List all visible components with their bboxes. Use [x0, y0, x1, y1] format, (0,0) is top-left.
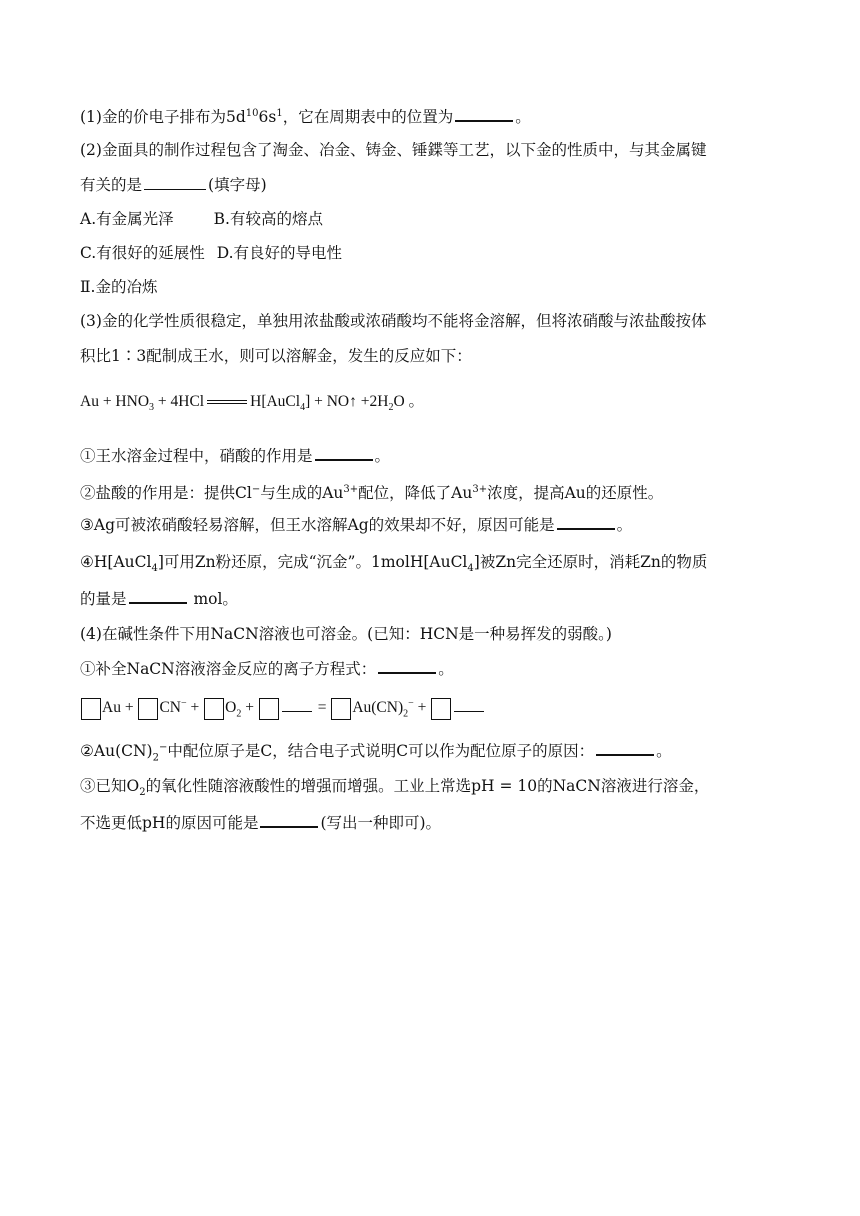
q1-line [80, 104, 531, 127]
q3-sub4-c: ]被Zn完全还原时，消耗Zn的物质 [473, 553, 708, 571]
q4-sub2-blank[interactable] [596, 740, 654, 756]
q3-sub1 [80, 445, 390, 466]
q3-sub2-sup3: 3+ [472, 484, 488, 495]
q4-sub1-text: ①补全NaCN溶液溶金反应的离子方程式： [80, 660, 377, 678]
q2-option-d: D.有良好的导电性 [216, 244, 343, 262]
reactant-blank[interactable] [282, 697, 312, 712]
q1-text-post: ，它在周期表中的位置为 [282, 108, 454, 127]
coef-box-au[interactable] [81, 698, 101, 720]
q3-sub4-unit: mol。 [188, 590, 238, 608]
q4-sub2-sup: − [158, 742, 168, 753]
q3-sub2-b: 与生成的Au [260, 484, 344, 503]
q4-sub2-a: ②Au(CN) [80, 742, 153, 761]
equals-sign [207, 400, 247, 404]
eq-right3: O 。 [393, 393, 425, 410]
q1-sup-1: 1 [276, 108, 283, 119]
q3-sub4-a: ④H[AuCl [80, 553, 152, 571]
q4-sub2-sub: 2 [152, 752, 159, 764]
q4-equation [80, 694, 486, 724]
q3-sub4-line2 [80, 588, 238, 609]
q1-text: (1)金的价电子排布为5d [80, 108, 246, 127]
q4-sub3-line2-text: 不选更低pH的原因可能是 [80, 814, 259, 832]
q1-sup-10: 10 [245, 108, 259, 119]
eq-plus3: + [413, 699, 427, 717]
eq-cn-sup: − [180, 698, 187, 709]
q3-line1: (3)金的化学性质很稳定，单独用浓盐酸或浓硝酸均不能将金溶解，但将浓硝酸与浓盐酸按体 [80, 312, 707, 330]
eq-au: Au + [102, 699, 134, 717]
q1-text-6s: 6s [258, 108, 277, 127]
q3-sub3-blank[interactable] [557, 514, 615, 530]
q3-sub3 [80, 514, 632, 535]
eq-right2: ] + NO↑ +2H [305, 393, 389, 410]
eq-sub-3: 3 [149, 402, 155, 414]
q4-sub3-sub: 2 [139, 787, 146, 799]
eq-equals: = [313, 699, 331, 717]
eq-complex-sub: 2 [403, 708, 409, 720]
q3-sub3-end: 。 [616, 516, 633, 534]
coef-box-product[interactable] [431, 698, 451, 720]
q4-sub2-end: 。 [656, 742, 672, 761]
q2-hint: (填字母) [208, 176, 267, 194]
q3-sub1-text: ①王水溶金过程中，硝酸的作用是 [80, 447, 313, 465]
eq-mid: + 4HCl [154, 393, 205, 410]
q4-sub3-hint: (写出一种即可)。 [320, 814, 442, 832]
q4-sub1-end: 。 [438, 660, 454, 678]
q2-option-c: C.有很好的延展性 [80, 244, 205, 262]
section-heading: Ⅱ.金的冶炼 [80, 278, 158, 296]
coef-box-cn[interactable] [138, 698, 158, 720]
q4-line1: (4)在碱性条件下用NaCN溶液也可溶金。(已知：HCN是一种易挥发的弱酸。) [80, 625, 612, 643]
coef-box-o2[interactable] [204, 698, 224, 720]
eq-plus2: + [241, 699, 254, 717]
product-blank[interactable] [454, 697, 484, 712]
coef-box-reactant[interactable] [259, 698, 279, 720]
coef-box-complex[interactable] [331, 698, 351, 720]
q4-sub3-blank[interactable] [260, 812, 318, 828]
eq-left: Au + HNO [80, 393, 150, 410]
q3-sub1-end: 。 [374, 447, 391, 465]
q2-option-b: B.有较高的熔点 [213, 210, 323, 228]
q2-line1: (2)金面具的制作过程包含了淘金、冶金、铸金、锤鍱等工艺，以下金的性质中，与其金属键 [80, 141, 707, 159]
eq-plus1: + [186, 699, 200, 717]
eq-right1: H[AuCl [250, 393, 301, 410]
q2-answer-blank[interactable] [144, 175, 206, 190]
q3-sub4-blank[interactable] [129, 588, 187, 604]
q3-sub2-sup2: 3+ [343, 484, 359, 495]
eq-o2-sub: 2 [236, 708, 242, 720]
eq-complex-sup: − [408, 698, 414, 709]
eq-sub-2: 2 [388, 402, 394, 414]
q2-text: 有关的是 [80, 176, 143, 194]
eq-sub-4: 4 [300, 402, 306, 414]
q4-sub3-b: 的氧化性随溶液酸性的增强而增强。工业上常选pH = 10的NaCN溶液进行溶金， [145, 777, 710, 795]
q3-sub2-a: ②盐酸的作用是：提供Cl [80, 484, 252, 503]
q4-sub1-blank[interactable] [378, 658, 436, 674]
q3-sub2-d: 浓度，提高Au的还原性。 [487, 484, 664, 503]
q4-sub2 [80, 738, 672, 768]
eq-o2: O [225, 699, 237, 717]
q4-sub1 [80, 658, 454, 679]
q3-sub2 [80, 480, 663, 503]
q1-end: 。 [515, 108, 531, 127]
eq-cn: CN [159, 699, 181, 717]
eq-complex: Au(CN) [352, 699, 404, 717]
q3-sub4-line2-text: 的量是 [80, 590, 127, 608]
q4-sub3-line1 [80, 776, 709, 803]
q3-sub2-sup1: − [251, 484, 261, 495]
q2-options-row2 [80, 243, 342, 263]
q4-sub3-a: ③已知O [80, 777, 140, 795]
q3-sub2-c: 配位，降低了Au [358, 484, 473, 503]
q3-equation [80, 392, 424, 418]
q3-sub4-line1 [80, 552, 707, 579]
q3-sub3-text: ③Ag可被浓硝酸轻易溶解，但王水溶解Ag的效果却不好，原因可能是 [80, 516, 555, 534]
q1-answer-blank[interactable] [455, 106, 513, 122]
q2-option-a: A.有金属光泽 [80, 210, 174, 228]
q2-options-row1 [80, 209, 323, 229]
q4-sub2-b: 中配位原子是C，结合电子式说明C可以作为配位原子的原因： [167, 742, 595, 761]
q2-line2 [80, 175, 267, 195]
q3-sub4-sub: 4 [151, 563, 158, 575]
q3-sub4-b: ]可用Zn粉还原，完成“沉金”。1molH[AuCl [157, 553, 468, 571]
q3-sub4-sub2: 4 [467, 563, 474, 575]
q3-line2: 积比1∶3配制成王水，则可以溶解金，发生的反应如下： [80, 347, 472, 365]
q3-sub1-blank[interactable] [315, 445, 373, 461]
q4-sub3-line2 [80, 812, 441, 833]
